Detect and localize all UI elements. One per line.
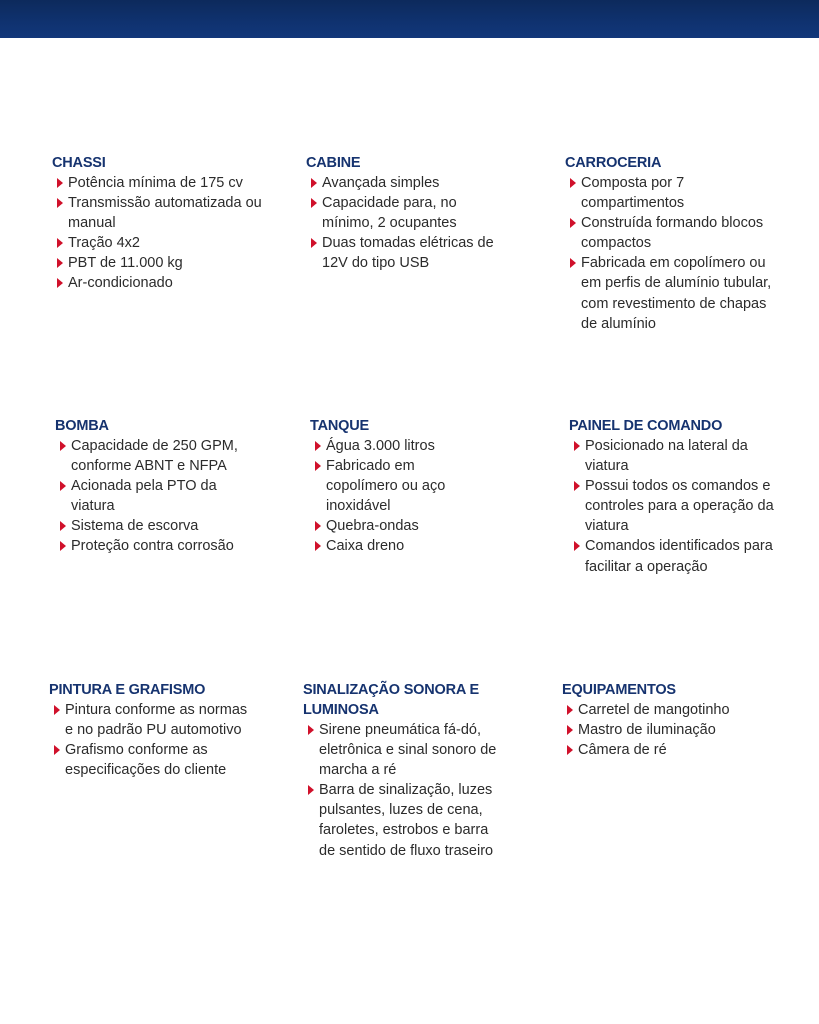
list-item: Câmera de ré [562, 740, 772, 760]
bullet-arrow-icon [574, 441, 580, 451]
bullet-arrow-icon [315, 541, 321, 551]
list-item: Sistema de escorva [55, 516, 260, 536]
list-item: Ar-condicionado [52, 273, 262, 293]
section-cabine [306, 153, 506, 273]
list-item: Acionada pela PTO da viatura [55, 476, 260, 516]
bullet-arrow-icon [57, 258, 63, 268]
bullet-arrow-icon [57, 198, 63, 208]
list-item: Tração 4x2 [52, 233, 262, 253]
item-list [569, 436, 774, 577]
section-title: SINALIZAÇÃO SONORA E LUMINOSA [303, 682, 479, 718]
list-item: Água 3.000 litros [310, 436, 490, 456]
item-list [55, 436, 260, 557]
list-item: Avançada simples [306, 173, 506, 193]
bullet-arrow-icon [311, 238, 317, 248]
list-item: Quebra-ondas [310, 516, 490, 536]
bullet-arrow-icon [315, 521, 321, 531]
list-item: Composta por 7 compartimentos [565, 173, 775, 213]
bullet-arrow-icon [567, 705, 573, 715]
section-title: BOMBA [55, 418, 109, 434]
item-list [49, 700, 254, 780]
bullet-arrow-icon [57, 238, 63, 248]
list-item: PBT de 11.000 kg [52, 253, 262, 273]
bullet-arrow-icon [567, 745, 573, 755]
section-carroceria [565, 153, 775, 334]
bullet-arrow-icon [57, 278, 63, 288]
bullet-arrow-icon [311, 198, 317, 208]
section-title: CABINE [306, 155, 361, 171]
bullet-arrow-icon [308, 725, 314, 735]
list-item: Duas tomadas elétricas de 12V do tipo USB [306, 233, 506, 273]
bullet-arrow-icon [315, 461, 321, 471]
bullet-arrow-icon [570, 218, 576, 228]
list-item: Barra de sinalização, luzes pulsantes, luzes de cena, faroletes, estrobos e barra de sentido de fluxo traseiro [303, 780, 508, 860]
list-item: Transmissão automatizada ou manual [52, 193, 262, 233]
bullet-arrow-icon [574, 481, 580, 491]
bullet-arrow-icon [567, 725, 573, 735]
list-item: Mastro de iluminação [562, 720, 772, 740]
bullet-arrow-icon [315, 441, 321, 451]
list-item: Capacidade de 250 GPM, conforme ABNT e NFPA [55, 436, 260, 476]
list-item: Construída formando blocos compactos [565, 213, 775, 253]
section-title: PINTURA E GRAFISMO [49, 682, 206, 698]
list-item: Carretel de mangotinho [562, 700, 772, 720]
section-title: EQUIPAMENTOS [562, 682, 676, 698]
section-chassi [52, 153, 262, 294]
bullet-arrow-icon [60, 541, 66, 551]
list-item: Proteção contra corrosão [55, 536, 260, 556]
list-item: Posicionado na lateral da viatura [569, 436, 774, 476]
bullet-arrow-icon [60, 521, 66, 531]
bullet-arrow-icon [574, 541, 580, 551]
list-item: Potência mínima de 175 cv [52, 173, 262, 193]
bullet-arrow-icon [308, 785, 314, 795]
section-bomba [55, 416, 260, 557]
header-bar [0, 0, 819, 38]
bullet-arrow-icon [60, 441, 66, 451]
bullet-arrow-icon [54, 745, 60, 755]
section-title: CHASSI [52, 155, 106, 171]
section-painel-de-comando [569, 416, 774, 577]
section-pintura-e-grafismo [49, 680, 254, 780]
list-item: Capacidade para, no mínimo, 2 ocupantes [306, 193, 506, 233]
list-item: Pintura conforme as normas e no padrão PU automotivo [49, 700, 254, 740]
list-item: Fabricado em copolímero ou aço inoxidável [310, 456, 490, 516]
bullet-arrow-icon [57, 178, 63, 188]
list-item: Grafismo conforme as especificações do cliente [49, 740, 254, 780]
section-sinalizacao [303, 680, 508, 861]
list-item: Comandos identificados para facilitar a operação [569, 536, 774, 576]
item-list [306, 173, 506, 273]
bullet-arrow-icon [60, 481, 66, 491]
bullet-arrow-icon [311, 178, 317, 188]
item-list [52, 173, 262, 294]
bullet-arrow-icon [570, 258, 576, 268]
item-list [310, 436, 490, 557]
item-list [303, 720, 508, 861]
list-item: Caixa dreno [310, 536, 490, 556]
section-equipamentos [562, 680, 772, 760]
bullet-arrow-icon [570, 178, 576, 188]
section-title: CARROCERIA [565, 155, 662, 171]
section-title: TANQUE [310, 418, 369, 434]
item-list [565, 173, 775, 334]
item-list [562, 700, 772, 760]
bullet-arrow-icon [54, 705, 60, 715]
list-item: Fabricada em copolímero ou em perfis de alumínio tubular, com revestimento de chapas de alumínio [565, 253, 775, 333]
list-item: Possui todos os comandos e controles para a operação da viatura [569, 476, 774, 536]
list-item: Sirene pneumática fá-dó, eletrônica e sinal sonoro de marcha a ré [303, 720, 508, 780]
section-title: PAINEL DE COMANDO [569, 418, 723, 434]
section-tanque [310, 416, 490, 557]
